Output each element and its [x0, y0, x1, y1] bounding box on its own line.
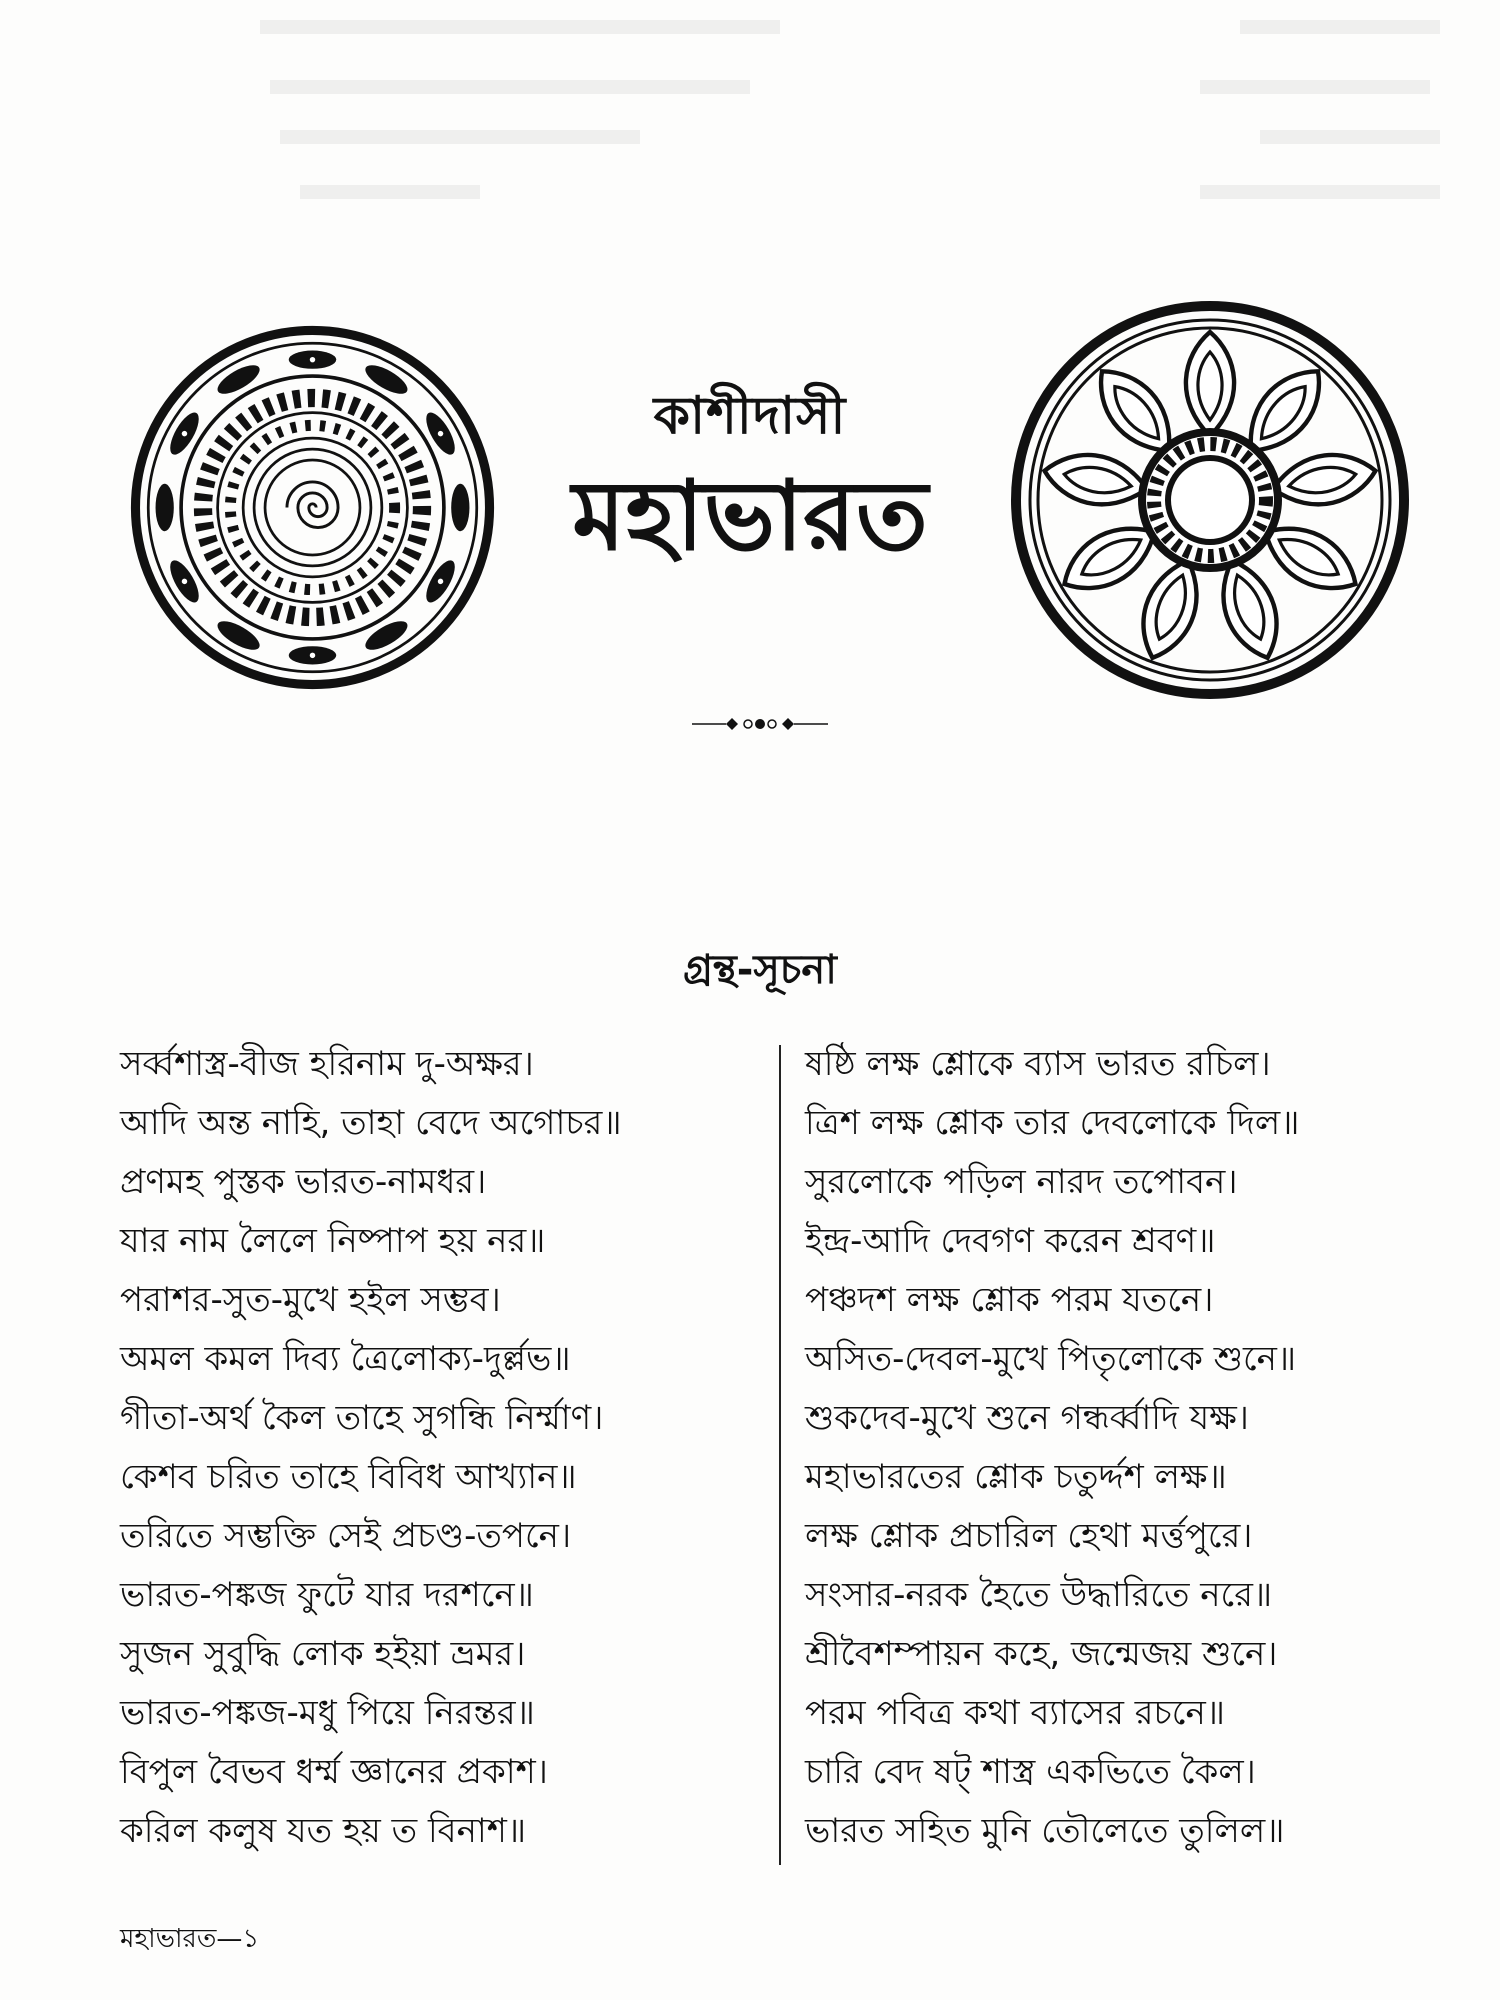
verse-line: গীতা-অর্থ কৈল তাহে সুগন্ধি নির্ম্মাণ।: [120, 1398, 604, 1438]
bleed-through-texture: [0, 0, 1500, 260]
right-lotus-ornament: [1010, 300, 1410, 700]
verse-line: বিপুল বৈভব ধর্ম্ম জ্ঞানের প্রকাশ।: [120, 1752, 548, 1792]
verse-line: কেশব চরিত তাহে বিবিধ আখ্যান॥: [120, 1457, 577, 1497]
left-rosette-ornament: [130, 325, 495, 690]
verse-line: পরম পবিত্র কথা ব্যাসের রচনে॥: [805, 1693, 1225, 1733]
verse-line: সুজন সুবুদ্ধি লোক হইয়া ভ্রমর।: [120, 1634, 526, 1674]
verse-column-right: [805, 1035, 1405, 1861]
verse-line: সর্ব্বশাস্ত্র-বীজ হরিনাম দু-অক্ষর।: [120, 1044, 534, 1084]
verse-line: আদি অন্ত নাহি, তাহা বেদে অগোচর॥: [120, 1103, 622, 1143]
verse-line: ষষ্ঠি লক্ষ শ্লোকে ব্যাস ভারত রচিল।: [805, 1044, 1271, 1084]
verse-line: চারি বেদ ষট্ শাস্ত্র একভিতে কৈল।: [805, 1752, 1256, 1792]
column-divider: [779, 1045, 781, 1865]
verse-line: সুরলোকে পড়িল নারদ তপোবন।: [805, 1162, 1238, 1202]
verse-line: পঞ্চদশ লক্ষ শ্লোক পরম যতনে।: [805, 1280, 1214, 1320]
verse-column-left: [120, 1035, 760, 1861]
verse-line: শ্রীবৈশম্পায়ন কহে, জন্মেজয় শুনে।: [805, 1634, 1278, 1674]
verse-line: ত্রিশ লক্ষ শ্লোক তার দেবলোকে দিল॥: [805, 1103, 1300, 1143]
verse-line: ভারত-পঙ্কজ ফুটে যার দরশনে॥: [120, 1575, 534, 1615]
verse-line: করিল কলুষ যত হয় ত বিনাশ॥: [120, 1811, 527, 1851]
verse-line: অমল কমল দিব্য ত্রৈলোক্য-দুর্ল্লভ॥: [120, 1339, 571, 1379]
verse-line: লক্ষ শ্লোক প্রচারিল হেথা মর্ত্তপুরে।: [805, 1516, 1253, 1556]
book-subtitle: কাশীদাসী: [653, 386, 847, 446]
page-footer: মহাভারত—১: [120, 1924, 260, 1954]
verse-line: মহাভারতের শ্লোক চতুর্দ্দশ লক্ষ॥: [805, 1457, 1227, 1497]
verse-line: যার নাম লৈলে নিষ্পাপ হয় নর॥: [120, 1221, 546, 1261]
verse-line: শুকদেব-মুখে শুনে গন্ধর্ব্বাদি যক্ষ।: [805, 1398, 1249, 1438]
verse-line: সংসার-নরক হৈতে উদ্ধারিতে নরে॥: [805, 1575, 1273, 1615]
verse-line: ইন্দ্র-আদি দেবগণ করেন শ্রবণ॥: [805, 1221, 1216, 1261]
verse-line: ভারত সহিত মুনি তৌলেতে তুলিল॥: [805, 1811, 1285, 1851]
verse-line: অসিত-দেবল-মুখে পিতৃলোকে শুনে॥: [805, 1339, 1297, 1379]
verse-line: প্রণমহ পুস্তক ভারত-নামধর।: [120, 1162, 487, 1202]
title-block: [520, 386, 980, 572]
verse-line: পরাশর-সুত-মুখে হইল সম্ভব।: [120, 1280, 501, 1320]
section-heading: গ্রন্থ-সূচনা: [683, 947, 837, 993]
book-title: মহাভারত: [572, 460, 928, 572]
flourish-divider-icon: [690, 712, 830, 736]
verse-line: তরিতে সম্ভক্তি সেই প্রচণ্ড-তপনে।: [120, 1516, 572, 1556]
verse-line: ভারত-পঙ্কজ-মধু পিয়ে নিরন্তর॥: [120, 1693, 535, 1733]
